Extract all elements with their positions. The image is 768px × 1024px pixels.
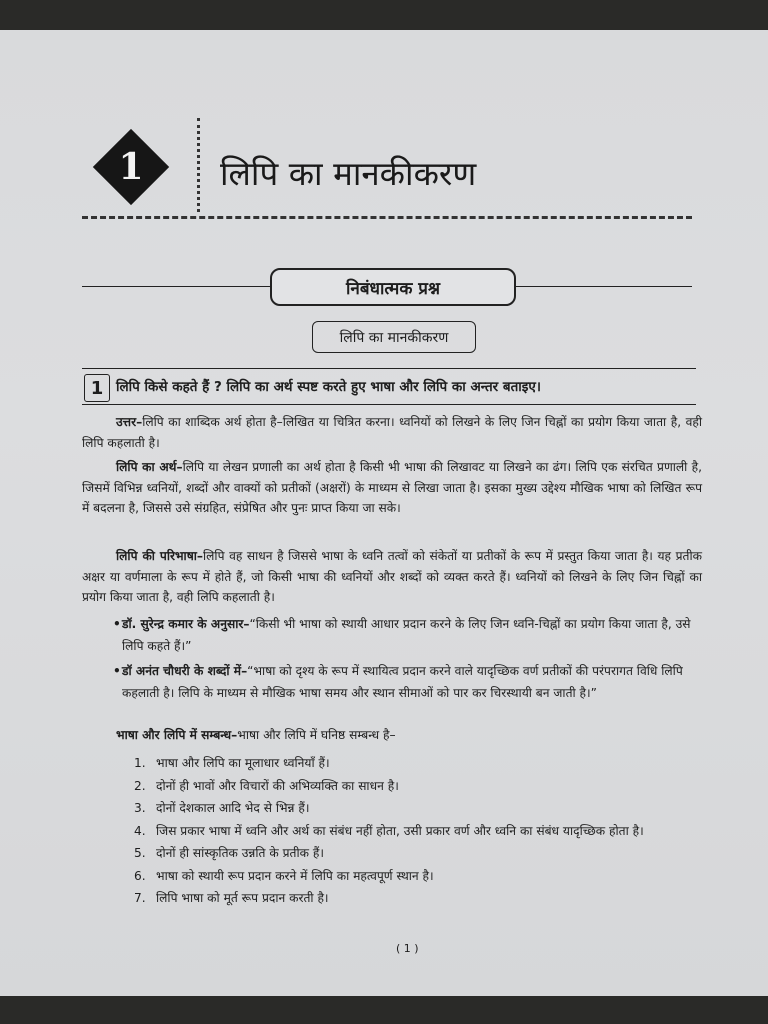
chapter-number: 1 [118, 146, 144, 188]
meaning-label: लिपि का अर्थ– [116, 460, 183, 474]
answer-label: उत्तर– [116, 415, 143, 429]
definition-label: लिपि की परिभाषा– [116, 549, 203, 563]
list-text: लिपि भाषा को मूर्त रूप प्रदान करती है। [156, 891, 329, 905]
answer-text: लिपि का शाब्दिक अर्थ होता है–लिखित या चित्रित करना। ध्वनियों को लिखने के लिए जिन चिह्नों का प्रयोग किया जाता है, वही लिपि कहलाती है। [82, 415, 702, 450]
question-rule-bottom [82, 404, 696, 405]
chapter-title: लिपि का मानकीकरण [220, 154, 477, 193]
list-item [134, 820, 714, 843]
chapter-divider [197, 118, 200, 212]
bullet-icon: • [113, 617, 121, 631]
question-number: 1 [84, 374, 110, 402]
quote-author: डॉ अनंत चौधरी के शब्दों में– [122, 664, 248, 678]
quote-item [113, 660, 706, 704]
list-number: 6. [134, 868, 146, 883]
section-subheading: लिपि का मानकीकरण [312, 321, 476, 353]
section-rule-left [82, 286, 270, 287]
list-text: दोनों ही सांस्कृतिक उन्नति के प्रतीक हैं। [156, 846, 324, 860]
quote-item [113, 613, 706, 657]
question-rule-top [82, 368, 696, 369]
question-text: लिपि किसे कहते हैं ? लिपि का अर्थ स्पष्ट करते हुए भाषा और लिपि का अन्तर बताइए। [116, 379, 541, 395]
title-rule [82, 216, 692, 219]
list-text: जिस प्रकार भाषा में ध्वनि और अर्थ का संबंध नहीं होता, उसी प्रकार वर्ण और ध्वनि का संबंध यादृच्छिक होता है। [156, 823, 644, 838]
list-text: दोनों देशकाल आदि भेद से भिन्न हैं। [156, 801, 310, 815]
list-number: 3. [134, 801, 146, 815]
list-item [134, 842, 714, 865]
list-text: दोनों ही भावों और विचारों की अभिव्यक्ति का साधन है। [156, 778, 399, 793]
quote-text: “भाषा को दृश्य के रूप में स्थायित्व प्रदान करने वाले यादृच्छिक वर्ण प्रतीकों की परंपरागत विधि लिपि कहलाती है। लिपि के माध्यम से मौखिक भाषा समय और स्थान सीमाओं को पार कर चिरस्थायी बन जाती है।” [122, 664, 683, 700]
relation-list [134, 752, 714, 910]
list-item [134, 775, 714, 798]
list-text: भाषा और लिपि का मूलाधार ध्वनियाँ हैं। [156, 756, 330, 770]
relation-text: भाषा और लिपि में घनिष्ठ सम्बन्ध है– [237, 728, 396, 742]
list-item [134, 865, 714, 888]
section-heading: निबंधात्मक प्रश्न [270, 268, 516, 306]
quote-text: “किसी भी भाषा को स्थायी आधार प्रदान करने के लिए जिन ध्वनि-चिह्नों का प्रयोग किया जाता है, उसे लिपि कहते हैं।” [122, 617, 691, 653]
list-number: 2. [134, 778, 146, 793]
list-number: 7. [134, 891, 146, 905]
relation-label: भाषा और लिपि में सम्बन्ध– [116, 728, 238, 742]
answer-paragraph [82, 412, 702, 453]
list-item [134, 752, 714, 775]
definition-paragraph [82, 546, 702, 608]
list-text: भाषा को स्थायी रूप प्रदान करने में लिपि का महत्वपूर्ण स्थान है। [156, 868, 434, 883]
page-number: ( 1 ) [396, 942, 419, 955]
bullet-icon: • [113, 664, 121, 678]
list-number: 5. [134, 846, 146, 860]
list-item [134, 797, 714, 820]
list-number: 4. [134, 823, 146, 838]
list-item [134, 887, 714, 910]
relation-heading [116, 726, 396, 743]
list-number: 1. [134, 756, 146, 770]
meaning-text: लिपि या लेखन प्रणाली का अर्थ होता है किसी भी भाषा की लिखावट या लिखने का ढंग। लिपि एक संरचित प्रणाली है, जिसमें विभिन्न ध्वनियों, शब्दों और वाक्यों को प्रतीकों (अक्षरों) के माध्यम से लिखा जाता है। इसका मुख्य उद्देश्य मौखिक भाषा को लिखित रूप में बदलना है, जिससे उसे संग्रहित, संप्रेषित और पुनः प्राप्त किया जा सके। [82, 460, 702, 515]
meaning-paragraph [82, 457, 702, 519]
definition-text: लिपि वह साधन है जिससे भाषा के ध्वनि तत्वों को संकेतों या प्रतीकों के रूप में प्रस्तुत किया जाता है। यह प्रतीक अक्षर या वर्णमाला के रूप में होते हैं, जो किसी भाषा की ध्वनियों और शब्दों को व्यक्त करते हैं। ध्वनियों को लिखने के लिए जिन चिह्नों का प्रयोग किया जाता है, वही लिपि कहलाती है। [82, 549, 702, 604]
section-rule-right [512, 286, 692, 287]
quote-author: डॉ. सुरेन्द्र कमार के अनुसार– [122, 617, 250, 631]
